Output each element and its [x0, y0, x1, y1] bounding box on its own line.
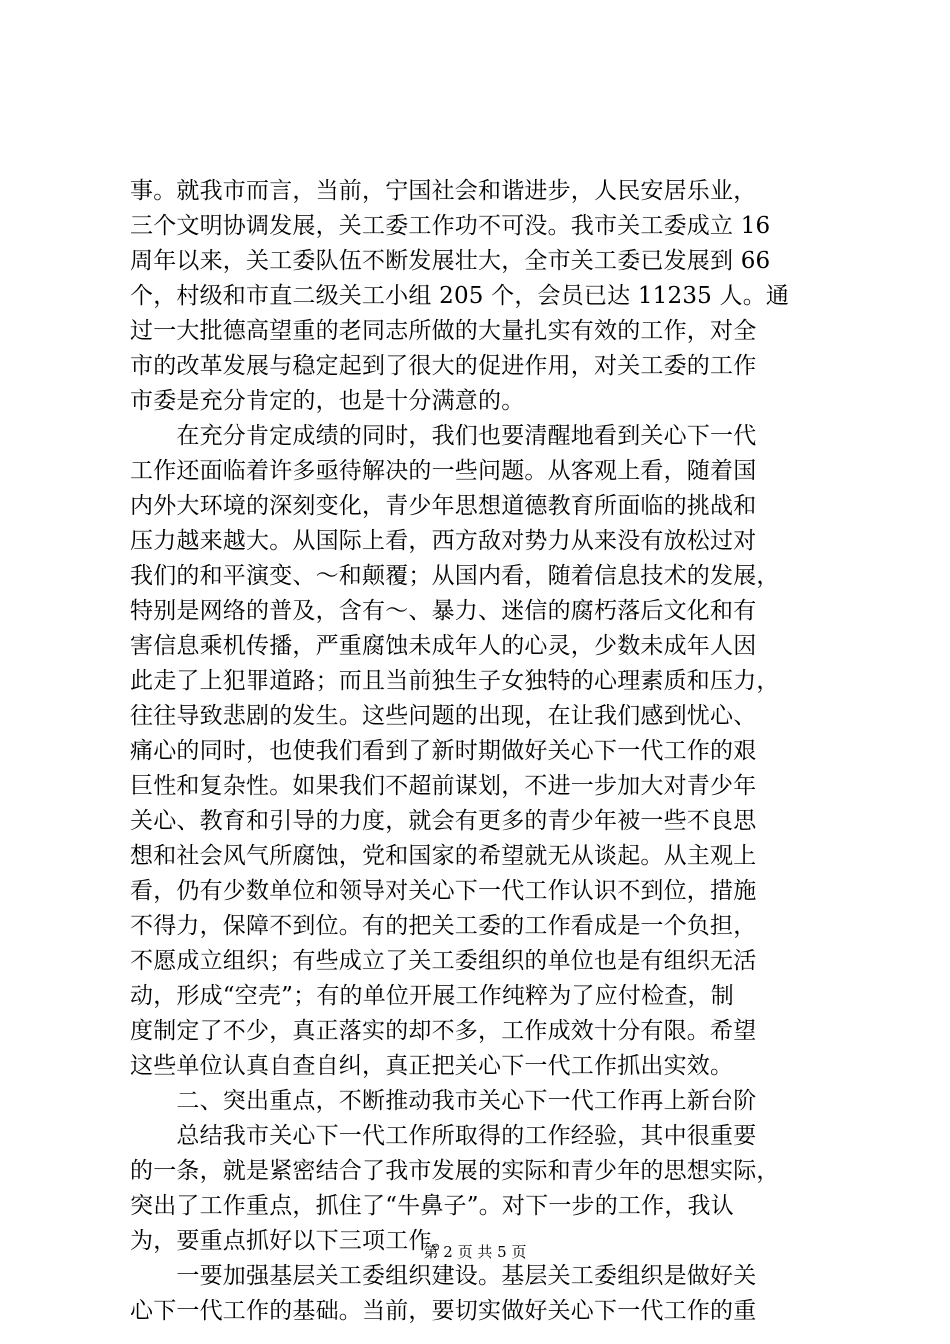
text-line: 总结我市关心下一代工作所取得的工作经验，其中很重要	[130, 1123, 757, 1149]
page-footer: 第 2 页 共 5 页	[423, 1243, 527, 1261]
text-line: 关心、教育和引导的力度，就会有更多的青少年被一些不良思	[130, 808, 757, 834]
text-line: 不得力，保障不到位。有的把关工委的工作看成是一个负担，	[130, 913, 757, 939]
text-line: 我们的和平演变、～和颠覆；从国内看，随着信息技术的发展，	[130, 563, 780, 589]
text-line: 事。就我市而言，当前，宁国社会和谐进步，人民安居乐业，	[130, 178, 757, 204]
text-line: 为，要重点抓好以下三项工作。	[130, 1228, 455, 1254]
text-line: 不愿成立组织；有些成立了关工委组织的单位也是有组织无活	[130, 948, 757, 974]
text-line: 个，村级和市直二级关工小组 205 个，会员已达 11235 人。通	[130, 283, 790, 309]
text-line: 特别是网络的普及，含有～、暴力、迷信的腐朽落后文化和有	[130, 598, 757, 624]
text-line: 三个文明协调发展，关工委工作功不可没。我市关工委成立 16	[130, 213, 771, 239]
text-line: 这些单位认真自查自纠，真正把关心下一代工作抓出实效。	[130, 1053, 734, 1079]
text-line: 工作还面临着许多亟待解决的一些问题。从客观上看，随着国	[130, 458, 757, 484]
text-line: 往往导致悲剧的发生。这些问题的出现，在让我们感到忧心、	[130, 703, 757, 729]
text-line: 在充分肯定成绩的同时，我们也要清醒地看到关心下一代	[130, 423, 757, 449]
text-line: 此走了上犯罪道路；而且当前独生子女独特的心理素质和压力，	[130, 668, 780, 694]
text-line: 度制定了不少，真正落实的却不多，工作成效十分有限。希望	[130, 1018, 757, 1044]
text-line: 心下一代工作的基础。当前，要切实做好关心下一代工作的重	[130, 1298, 757, 1324]
text-line: 压力越来越大。从国际上看，西方敌对势力从来没有放松过对	[130, 528, 757, 554]
text-line: 一要加强基层关工委组织建设。基层关工委组织是做好关	[130, 1263, 757, 1289]
text-line: 痛心的同时，也使我们看到了新时期做好关心下一代工作的艰	[130, 738, 757, 764]
text-line: 市委是充分肯定的，也是十分满意的。	[130, 388, 525, 414]
text-line: 市的改革发展与稳定起到了很大的促进作用，对关工委的工作	[130, 353, 757, 379]
text-line: 想和社会风气所腐蚀，党和国家的希望就无从谈起。从主观上	[130, 843, 757, 869]
text-line: 过一大批德高望重的老同志所做的大量扎实有效的工作，对全	[130, 318, 757, 344]
text-line: 周年以来，关工委队伍不断发展壮大，全市关工委已发展到 66	[130, 248, 771, 274]
text-line: 害信息乘机传播，严重腐蚀未成年人的心灵，少数未成年人因	[130, 633, 757, 659]
text-line: 的一条，就是紧密结合了我市发展的实际和青少年的思想实际，	[130, 1158, 780, 1184]
text-line: 突出了工作重点，抓住了“牛鼻子”。对下一步的工作，我认	[130, 1193, 734, 1219]
text-line: 动，形成“空壳”；有的单位开展工作纯粹为了应付检查，制	[130, 983, 734, 1009]
text-line: 巨性和复杂性。如果我们不超前谋划，不进一步加大对青少年	[130, 773, 757, 799]
text-line: 看，仍有少数单位和领导对关心下一代工作认识不到位，措施	[130, 878, 757, 904]
text-line: 内外大环境的深刻变化，青少年思想道德教育所面临的挑战和	[130, 493, 757, 519]
body-text	[130, 174, 850, 1329]
text-line: 二、突出重点，不断推动我市关心下一代工作再上新台阶	[130, 1088, 757, 1114]
